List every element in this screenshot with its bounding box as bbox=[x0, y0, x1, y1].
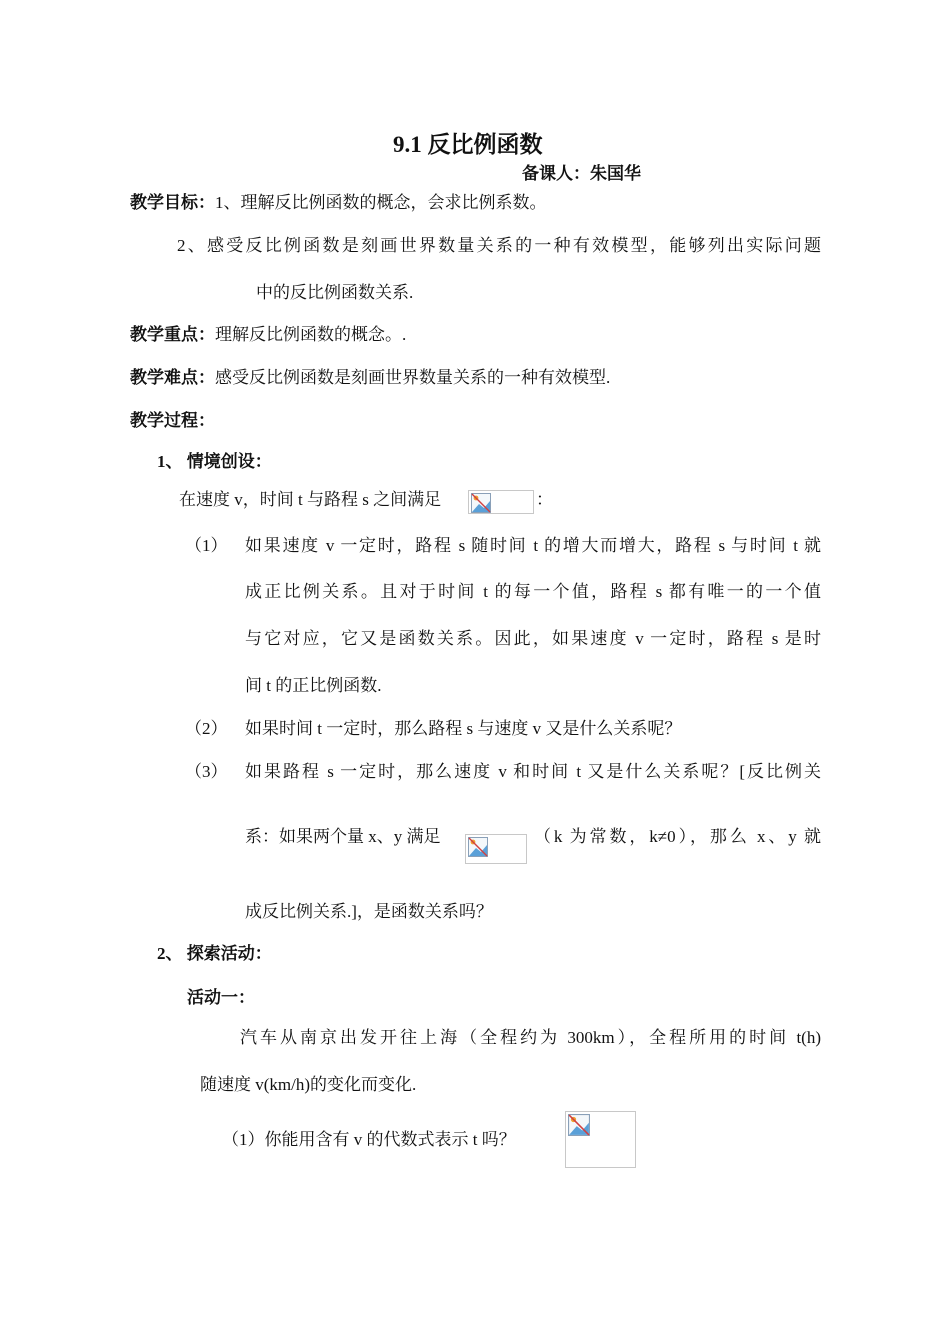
formula-image-3 bbox=[565, 1111, 636, 1168]
formula-image-1 bbox=[468, 490, 534, 514]
intro-text: 在速度 v，时间 t 与路程 s 之间满足 bbox=[179, 490, 442, 509]
difficulty-text: 感受反比例函数是刻画世界数量关系的一种有效模型. bbox=[215, 368, 611, 387]
broken-image-icon bbox=[468, 837, 488, 857]
activity-question-1: （1）你能用含有 v 的代数式表示 t 吗？ bbox=[222, 1130, 516, 1149]
item-1-line-2: 成正比例关系。且对于时间 t 的每一个值，路程 s 都有唯一的一个值 bbox=[245, 582, 821, 601]
keypoint-label: 教学重点： bbox=[130, 325, 215, 344]
difficulty-label: 教学难点： bbox=[130, 368, 215, 387]
activity-line-1: 汽车从南京出发开往上海（全程约为 300km），全程所用的时间 t(h) bbox=[240, 1028, 821, 1047]
item-3-number: （3） bbox=[185, 762, 228, 781]
section-1-heading: 1、 情境创设： bbox=[157, 452, 272, 471]
item-2-number: （2） bbox=[185, 719, 228, 738]
author-name: 朱国华 bbox=[590, 164, 641, 183]
item-1-line-4: 间 t 的正比例函数. bbox=[245, 676, 382, 695]
intro-colon: ： bbox=[536, 490, 553, 509]
item-1-line-3: 与它对应，它又是函数关系。因此，如果速度 v 一定时，路程 s 是时 bbox=[245, 629, 821, 648]
item-3-line-3: 成反比例关系.]，是函数关系吗？ bbox=[245, 902, 493, 921]
objective-2b: 中的反比例函数关系. bbox=[256, 283, 414, 302]
item-1-line-1: 如果速度 v 一定时，路程 s 随时间 t 的增大而增大，路程 s 与时间 t 就 bbox=[245, 536, 821, 555]
item-3-line-1: 如果路程 s 一定时，那么速度 v 和时间 t 又是什么关系呢？[反比例关 bbox=[245, 762, 821, 781]
formula-image-2 bbox=[465, 834, 527, 864]
objective-1: 1、理解反比例函数的概念，会求比例系数。 bbox=[215, 193, 547, 212]
item-2-line-1: 如果时间 t 一定时，那么路程 s 与速度 v 又是什么关系呢？ bbox=[245, 719, 682, 738]
author-line bbox=[522, 163, 641, 185]
process-label: 教学过程： bbox=[130, 411, 215, 430]
objective-2a: 2、感受反比例函数是刻画世界数量关系的一种有效模型，能够列出实际问题 bbox=[177, 236, 821, 255]
keypoint-line bbox=[130, 324, 406, 346]
page-title: 9.1 反比例函数 bbox=[393, 132, 543, 157]
broken-image-icon bbox=[568, 1114, 590, 1136]
item-3-line-2b: （k 为常数，k≠0），那么 x、y 就 bbox=[534, 827, 821, 846]
item-1-number: （1） bbox=[185, 536, 228, 555]
objective-1-line bbox=[130, 192, 547, 214]
item-3-line-2a: 系：如果两个量 x、y 满足 bbox=[245, 827, 441, 846]
author-label: 备课人： bbox=[522, 164, 590, 183]
objective-label: 教学目标： bbox=[130, 193, 215, 212]
broken-image-icon bbox=[471, 493, 491, 513]
difficulty-line bbox=[130, 367, 610, 389]
keypoint-text: 理解反比例函数的概念。. bbox=[215, 325, 407, 344]
activity-line-2: 随速度 v(km/h)的变化而变化. bbox=[200, 1075, 417, 1094]
activity-1-heading: 活动一： bbox=[187, 988, 255, 1007]
section-2-heading: 2、 探索活动： bbox=[157, 944, 272, 963]
